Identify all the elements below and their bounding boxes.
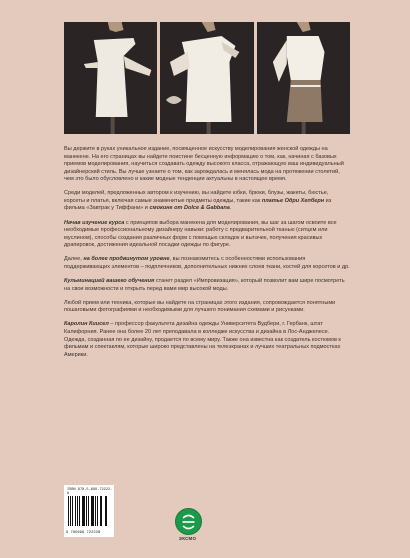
paragraph-intro: Вы держите в руках уникальное издание, посвященное искусству моделирования женской одежды на манекене. На его страницах вы найдете поистине бесценную информацию о том, как, начиная с базовых приемов моделирования, научиться создавать одежду высокого класса, отражающую ваш индивидуальный дизайнерский стиль. Вы лучше узнаете о том, как зарождалась и менялась мода на протяжении столетий, чем это было обусловлено и какие модные тенденции актуальны в настоящее время. [64, 146, 344, 183]
paragraph-models: Среди моделей, предложенных автором к изучению, вы найдете юбки, брюки, блузы, жакеты, бюстье, корсеты и платья, включая самые знаменитые предметы одежды, такие как платье Одри Хепберн из фильма «Завтрак у Тиффани» и смокинг от Dolce & Gabbana. [64, 190, 332, 212]
paragraph-techniques: Любой прием или техника, которые вы найдете на страницах этого издания, сопровождается понятными пошаговыми фотографиями и необходимыми для лучшего понимания схемами и рисунками. [64, 299, 336, 314]
barcode-digits: 9 785699 722228 [66, 531, 101, 535]
barcode-bars [68, 496, 110, 526]
eksmo-logo-icon [175, 508, 202, 535]
photo-draping-2 [160, 22, 253, 134]
description-text [64, 146, 350, 366]
barcode [64, 485, 114, 537]
photo-strip [64, 22, 350, 134]
paragraph-author: Каролин Киисел – профессор факультета дизайна одежды Университета Вудбери, г. Гербанк, штат Калифорния. Ранее она более 20 лет преподавала в колледже искусства и дизайна в Лос-Анджелесе. Одежда, созданная по ее дизайну, продается по всему миру. Также она известна как создатель костюмов к фильмам и спектаклям, которые широко представлены на телеэкранах и лучших театральных подмостках Америки. [64, 321, 341, 358]
photo-draping-1 [64, 22, 157, 134]
paragraph-advanced: Далее, на более продвинутом уровне, вы познакомитесь с особенностями использования поддерживающих элементов – подплечников, дополнительных нижних слоев ткани, костей для корсетов и др. [64, 256, 350, 270]
photo-draping-3 [257, 22, 350, 134]
paragraph-culmination: Кульминацией вашего обучения станет раздел «Импровизация», который позволит вам шире посмотреть на свои возможности и открыть перед вами мир высокой моды. [64, 278, 345, 292]
paragraph-course-start: Начав изучение курса с принципов выбора манекена для моделирования, вы шаг за шагом освоите все необходимые профессиональному дизайнеру навыки: работу с предварительной тканью (ситцем или муслином), способы создания различных форм с помощью складок и вытачек, получения красивых драпировок, достижения идеальной посадки одежды по фигуре. [64, 219, 337, 249]
isbn-text: ISBN 978-5-699-72222-8 [67, 488, 113, 496]
publisher-name: ЭКСМО [178, 536, 197, 541]
